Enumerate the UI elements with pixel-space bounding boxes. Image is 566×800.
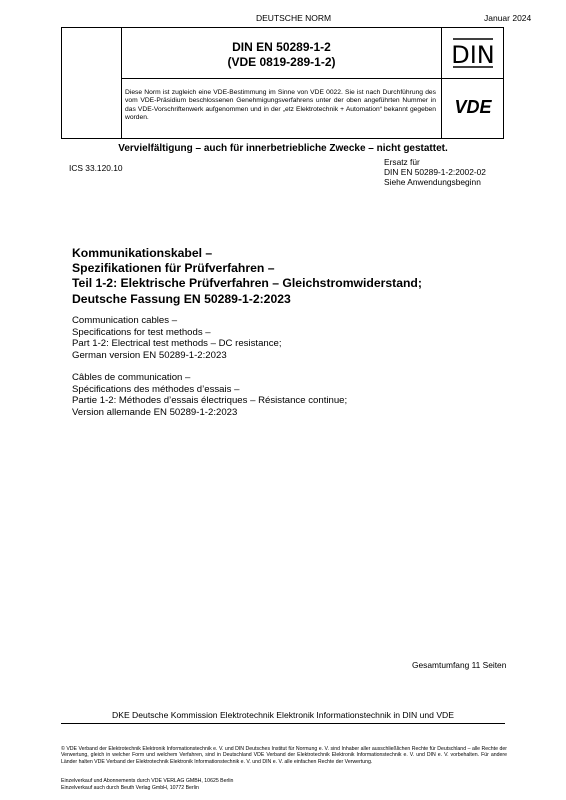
title-fr-line: Câbles de communication – (72, 372, 191, 383)
title-de-line: Spezifikationen für Prüfverfahren – (72, 261, 275, 276)
copy-notice: Vervielfältigung – auch für innerbetriebliche Zwecke – nicht gestattet. (118, 143, 448, 154)
title-fr-line: Spécifications des méthodes d’essais – (72, 383, 240, 395)
total-pages: Gesamtumfang 11 Seiten (412, 660, 507, 670)
title-fr-line: Version allemande EN 50289-1-2:2023 (72, 407, 238, 419)
din-logo (452, 36, 494, 70)
title-english (72, 315, 492, 362)
title-en-line: German version EN 50289-1-2:2023 (72, 350, 227, 362)
ics-code: ICS 33.120.10 (69, 163, 123, 173)
copyright-note: © VDE Verband der Elektrotechnik Elektronik Informationstechnik e. V. und DIN Deutsches Institut für Normung e. V. sind Inhaber aller ausschließlichen Rechte für Deutschland – alle Rechte der Verwertung, gleich in welcher Form und welchem Verfahren, sind in Deutschland VDE Verband der Elektrotechnik Elektronik Informationstechnik e. V. und DIN e. V. vorbehalten. Für andere Länder halten VDE Verband der Elektrotechnik Elektronik Informationstechnik e. V. und DIN e. V. alle einfachen Rechte der Verwertung. (61, 746, 507, 765)
dke-line: DKE Deutsche Kommission Elektrotechnik Elektronik Informationstechnik in DIN und VDE (112, 710, 454, 720)
sales-note-2: Einzelverkauf auch durch Beuth Verlag GmbH, 10772 Berlin (61, 785, 199, 791)
footer-divider (61, 723, 505, 724)
svg-text:VDE: VDE (454, 97, 492, 117)
date-label: Januar 2024 (484, 13, 532, 23)
standard-number: DIN EN 50289-1-2 (232, 40, 331, 54)
sales-note-1: Einzelverkauf und Abonnements durch VDE VERLAG GMBH, 10625 Berlin (61, 778, 234, 784)
replacement-info (384, 157, 486, 187)
title-de-line: Kommunikationskabel – (72, 246, 213, 260)
vde-number: (VDE 0819-289-1-2) (227, 55, 336, 69)
title-french (72, 372, 512, 419)
replacement-line-3: Siehe Anwendungsbeginn (384, 177, 481, 187)
norm-type-label: DEUTSCHE NORM (256, 13, 332, 23)
vde-logo (449, 95, 497, 119)
title-fr-line: Partie 1-2: Méthodes d’essais électriques – Résistance continue; (72, 395, 348, 407)
replacement-line-2: DIN EN 50289-1-2:2002-02 (384, 167, 486, 177)
vde-notice: Diese Norm ist zugleich eine VDE-Bestimmung im Sinne von VDE 0022. Sie ist nach Durchführung des vom VDE-Präsidium beschlossenen Genehmigungsverfahrens unter der oben angeführten Nummer in das VDE-Vorschriftenwerk aufgenommen und in der „etz Elektrotechnik + Automation“ bekannt gegeben worden. (125, 89, 436, 121)
title-german (72, 246, 492, 307)
title-en-line: Communication cables – (72, 315, 178, 326)
title-de-line: Deutsche Fassung EN 50289-1-2:2023 (72, 291, 291, 306)
title-en-line: Part 1-2: Electrical test methods – DC resistance; (72, 338, 282, 350)
title-de-line: Teil 1-2: Elektrische Prüfverfahren – Gleichstromwiderstand; (72, 276, 422, 291)
title-en-line: Specifications for test methods – (72, 326, 211, 338)
replacement-line-1: Ersatz für (384, 157, 420, 167)
svg-text:DIN: DIN (452, 41, 494, 69)
